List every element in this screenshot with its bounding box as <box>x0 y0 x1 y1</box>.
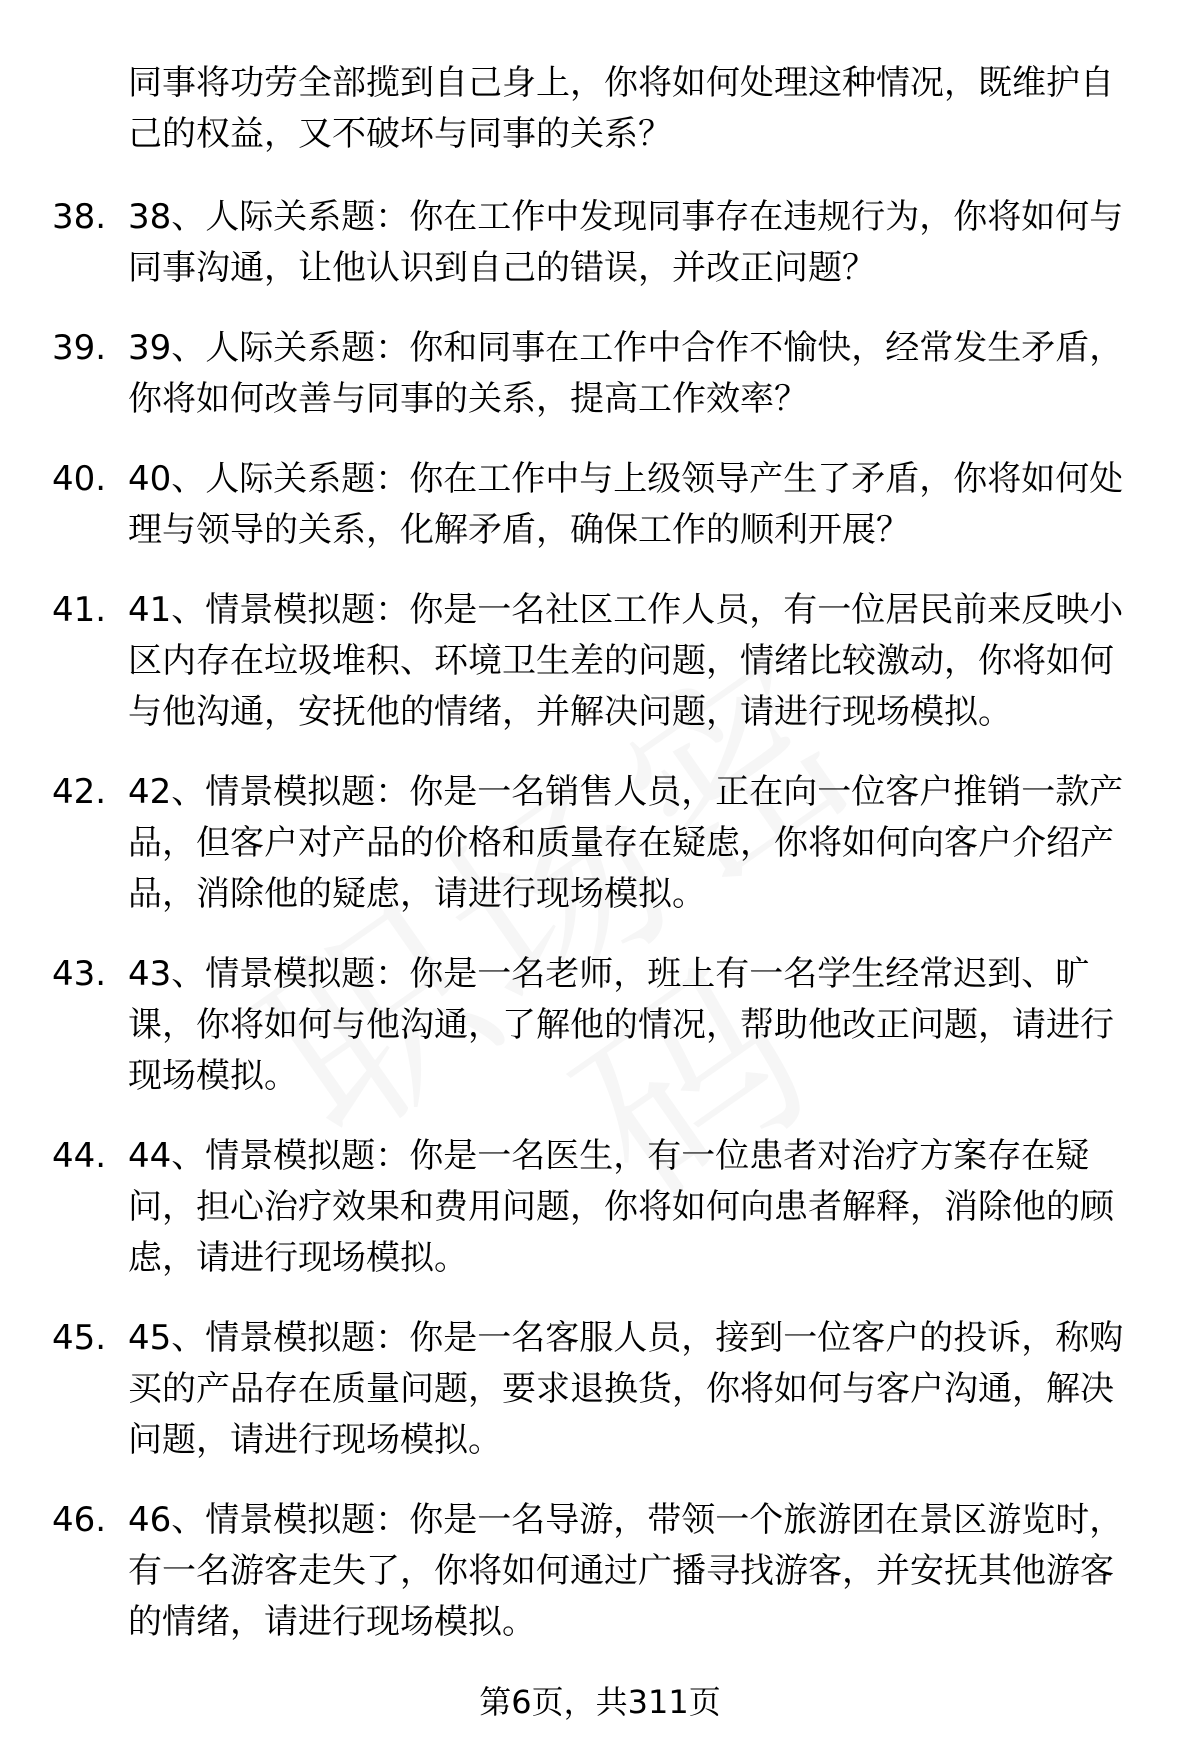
list-item-text: 43、情景模拟题：你是一名老师，班上有一名学生经常迟到、旷课，你将如何与他沟通，了解他的情况，帮助他改正问题，请进行现场模拟。 <box>128 954 1114 1096</box>
list-item-text: 41、情景模拟题：你是一名社区工作人员，有一位居民前来反映小区内存在垃圾堆积、环境卫生差的问题，情绪比较激动，你将如何与他沟通，安抚他的情绪，并解决问题，请进行现场模拟。 <box>128 590 1124 732</box>
list-item <box>0 949 1200 1102</box>
list-item-text: 38、人际关系题：你在工作中发现同事存在违规行为，你将如何与同事沟通，让他认识到自己的错误，并改正问题？ <box>128 197 1124 288</box>
list-item-number: 44. <box>52 1136 107 1176</box>
list-item-number: 38. <box>52 197 107 237</box>
list-item-number: 40. <box>52 459 107 499</box>
list-item-text: 40、人际关系题：你在工作中与上级领导产生了矛盾，你将如何处理与领导的关系，化解矛盾，确保工作的顺利开展？ <box>128 459 1124 550</box>
list-item <box>0 767 1200 920</box>
question-list <box>0 192 1200 1677</box>
list-item-text: 44、情景模拟题：你是一名医生，有一位患者对治疗方案存在疑问，担心治疗效果和费用问题，你将如何向患者解释，消除他的顾虑，请进行现场模拟。 <box>128 1136 1114 1278</box>
list-item <box>0 1495 1200 1648</box>
list-item-text: 46、情景模拟题：你是一名导游，带领一个旅游团在景区游览时，有一名游客走失了，你将如何通过广播寻找游客，并安抚其他游客的情绪，请进行现场模拟。 <box>128 1500 1124 1642</box>
list-item-number: 39. <box>52 328 107 368</box>
list-item <box>0 1131 1200 1284</box>
list-item-text: 39、人际关系题：你和同事在工作中合作不愉快，经常发生矛盾，你将如何改善与同事的关系，提高工作效率？ <box>128 328 1124 419</box>
list-item <box>0 192 1200 294</box>
list-item-text: 45、情景模拟题：你是一名客服人员，接到一位客户的投诉，称购买的产品存在质量问题，要求退换货，你将如何与客户沟通，解决问题，请进行现场模拟。 <box>128 1318 1124 1460</box>
list-item-number: 41. <box>52 590 107 630</box>
list-item-number: 42. <box>52 772 107 812</box>
list-item <box>0 323 1200 425</box>
list-item <box>0 585 1200 738</box>
list-item-number: 43. <box>52 954 107 994</box>
page-footer: 第6页，共311页 <box>479 1683 721 1721</box>
list-item-text: 42、情景模拟题：你是一名销售人员，正在向一位客户推销一款产品，但客户对产品的价格和质量存在疑虑，你将如何向客户介绍产品，消除他的疑虑，请进行现场模拟。 <box>128 772 1124 914</box>
list-item-number: 45. <box>52 1318 107 1358</box>
list-item-number: 46. <box>52 1500 107 1540</box>
list-item <box>0 454 1200 556</box>
continued-question-text: 同事将功劳全部揽到自己身上，你将如何处理这种情况，既维护自己的权益，又不破坏与同事的关系？ <box>128 63 1114 154</box>
list-item <box>0 1313 1200 1466</box>
